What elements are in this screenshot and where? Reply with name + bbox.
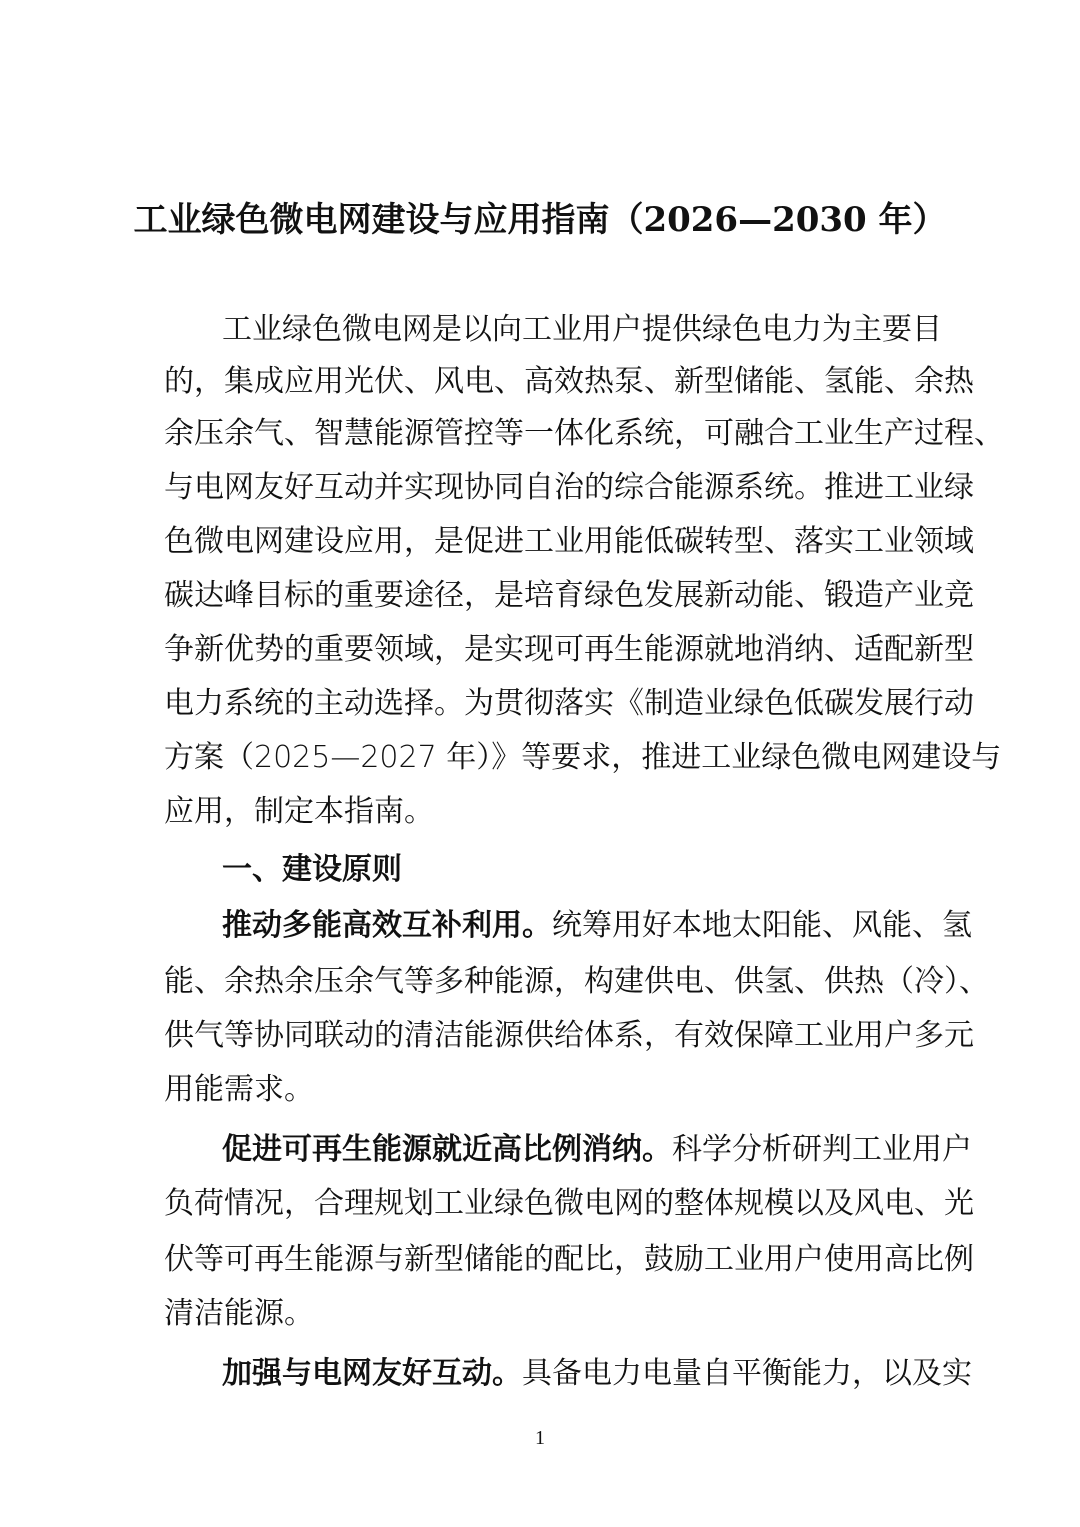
principle-lead: 促进可再生能源就近高比例消纳。 [222,1132,672,1167]
principle-first-line [222,1128,972,1172]
principle-first-line [222,904,972,948]
intro-line: 电力系统的主动选择。为贯彻落实《制造业绿色低碳发展行动 [164,686,974,721]
principle-line: 供气等协同联动的清洁能源供给体系，有效保障工业用户多元 [164,1018,974,1053]
principle-text: 科学分析研判工业用户 [672,1132,972,1167]
section-heading: 一、建设原则 [222,852,402,887]
intro-line: 碳达峰目标的重要途径，是培育绿色发展新动能、锻造产业竞 [164,578,974,613]
principle-lead: 推动多能高效互补利用。 [222,908,552,943]
principle-line: 能、余热余压余气等多种能源，构建供电、供氢、供热（冷）、 [164,964,989,999]
intro-line: 余压余气、智慧能源管控等一体化系统，可融合工业生产过程、 [164,416,1004,451]
intro-line: 争新优势的重要领域，是实现可再生能源就地消纳、适配新型 [164,632,974,667]
principle-text: 具备电力电量自平衡能力，以及实 [522,1356,972,1391]
intro-line: 应用，制定本指南。 [164,794,434,829]
intro-line: 工业绿色微电网是以向工业用户提供绿色电力为主要目 [222,312,942,347]
page-number: 1 [535,1427,545,1449]
principle-line: 负荷情况，合理规划工业绿色微电网的整体规模以及风电、光 [164,1186,974,1221]
intro-line: 的，集成应用光伏、风电、高效热泵、新型储能、氢能、余热 [164,364,974,399]
intro-line: 色微电网建设应用，是促进工业用能低碳转型、落实工业领域 [164,524,974,559]
principle-text: 统筹用好本地太阳能、风能、氢 [552,908,972,943]
principle-first-line [222,1352,972,1396]
principle-line: 伏等可再生能源与新型储能的配比，鼓励工业用户使用高比例 [164,1242,974,1277]
intro-line: 方案（2025—2027 年）》等要求，推进工业绿色微电网建设与 [164,740,1002,775]
principle-lead: 加强与电网友好互动。 [222,1356,522,1391]
intro-line: 与电网友好互动并实现协同自治的综合能源系统。推进工业绿 [164,470,974,505]
principle-line: 用能需求。 [164,1072,314,1107]
principle-line: 清洁能源。 [164,1296,314,1331]
document-title: 工业绿色微电网建设与应用指南（2026—2030 年） [133,200,947,240]
